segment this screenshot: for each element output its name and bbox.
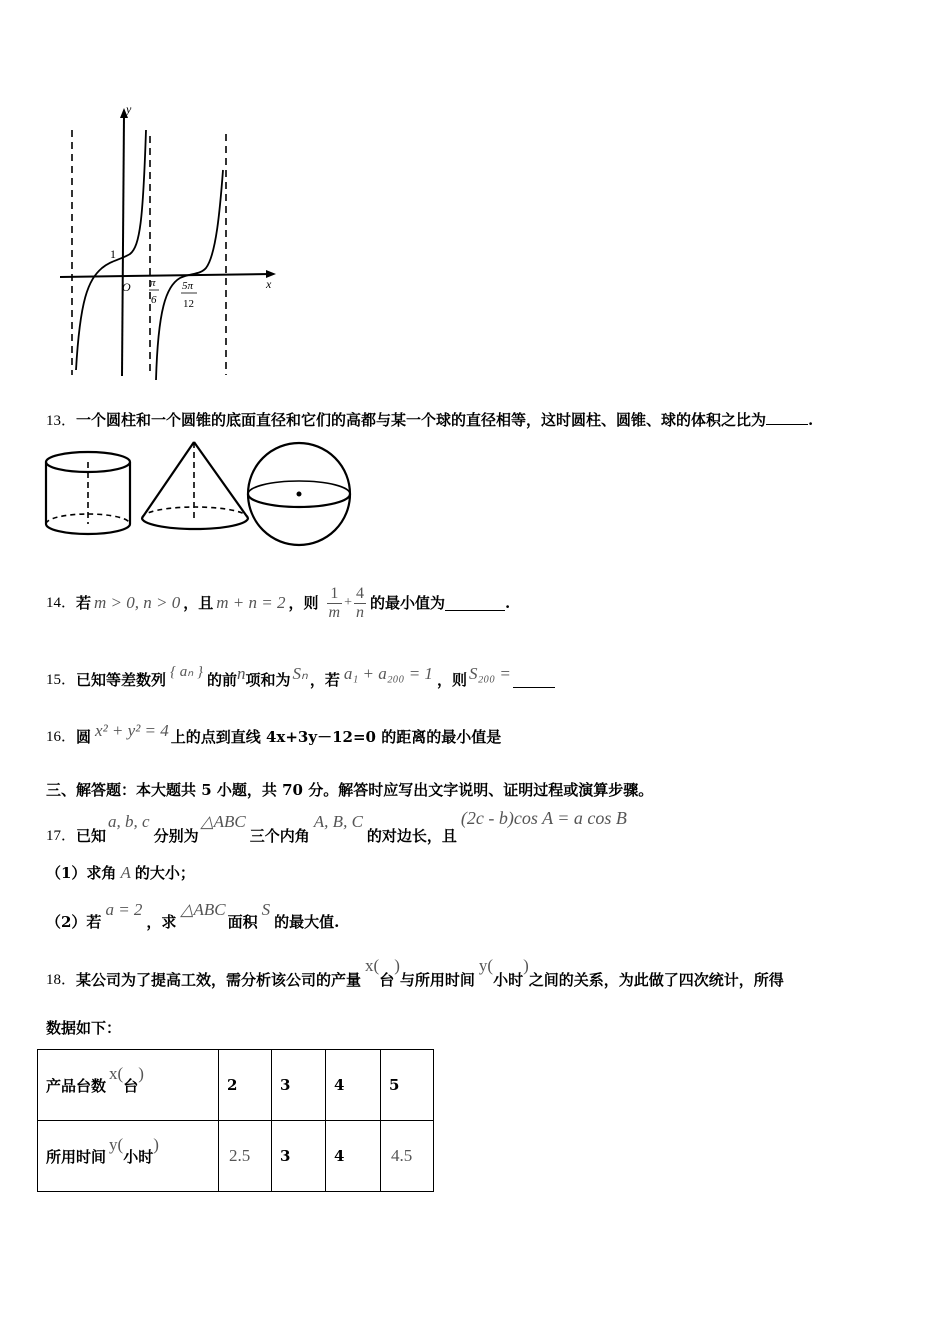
row1-var: x(	[109, 1063, 124, 1083]
question-15	[46, 665, 555, 695]
q15-t2: 的前	[207, 671, 238, 689]
cylinder	[46, 452, 130, 534]
cone	[142, 442, 248, 529]
q18-t1: 某公司为了提高工效，需分析该公司的产量	[76, 971, 362, 989]
q18-number: 18．	[46, 972, 77, 988]
table-cell: 3	[272, 1121, 326, 1192]
q17-p2-area: 面积	[227, 913, 258, 931]
table-cell: 3	[272, 1050, 326, 1121]
question-16	[46, 722, 501, 752]
q14-plus: +	[344, 595, 352, 610]
q17-p2-end: 的最大值.	[274, 913, 340, 931]
q16-number: 16．	[46, 729, 77, 745]
tick1-numerator: π	[150, 277, 156, 289]
q13-answer-blank[interactable]	[766, 410, 808, 425]
section-3-heading	[46, 780, 653, 800]
q15-t1: 已知等差数列	[76, 671, 167, 689]
q14-fraction-2	[354, 585, 366, 622]
q18-y-unit: 小时	[493, 971, 524, 989]
q15-t3: 项和为	[245, 671, 291, 689]
origin-label: O	[122, 280, 131, 294]
question-18	[46, 954, 784, 990]
q17-p2-condition: a = 2	[105, 900, 143, 919]
tick2-denominator: 12	[183, 298, 194, 310]
q14-frac2-den: n	[356, 603, 364, 621]
q14-condition-sum: m + n = 2	[216, 593, 286, 612]
data-table	[37, 1049, 434, 1192]
q17-p1-end: 的大小；	[134, 864, 195, 882]
q17-p2-S: S	[261, 900, 271, 919]
q15-sequence: { aₙ }	[170, 664, 204, 680]
q15-t5: ，则	[436, 671, 467, 689]
question-17	[46, 806, 627, 846]
q18-x-close: )	[394, 956, 400, 975]
q15-n: n	[237, 664, 246, 683]
q13-end: .	[808, 411, 814, 429]
table-cell: 4	[326, 1050, 381, 1121]
q14-condition-positive: m > 0, n > 0	[94, 593, 181, 612]
q15-condition: a₁ + a₂₀₀ = 1	[343, 664, 433, 683]
q17-p1-label: （1）求角	[46, 864, 117, 882]
q17-t2: 分别为	[153, 827, 199, 845]
q18-t3: 之间的关系，为此做了四次统计，所得	[528, 971, 784, 989]
q17-triangle: △ABC	[200, 812, 246, 831]
x-axis	[60, 274, 272, 277]
q16-t2: 上的点到直线 4x+3y－12=0 的距离的最小值是	[170, 728, 502, 746]
row1-label: 产品台数	[46, 1076, 107, 1095]
q14-mid: ，且	[183, 594, 214, 612]
q14-end: .	[505, 594, 511, 612]
table-cell: 4	[326, 1121, 381, 1192]
question-18-line-2	[46, 1018, 121, 1038]
row2-label: 所用时间	[46, 1147, 107, 1166]
q17-t1: 已知	[76, 827, 107, 845]
q17-p1-angle: A	[120, 863, 131, 882]
q18-t4: 数据如下：	[46, 1019, 122, 1037]
q17-abc: a, b, c	[108, 812, 150, 831]
tick2-numerator: 5π	[182, 280, 194, 292]
tangent-graph	[40, 100, 290, 385]
q18-x-var: x(	[365, 956, 380, 975]
y-axis-label: y	[126, 102, 132, 116]
q15-number: 15．	[46, 672, 77, 688]
q17-t3: 三个内角	[249, 827, 310, 845]
row2-close: )	[153, 1134, 159, 1154]
q15-answer-blank[interactable]	[513, 673, 555, 688]
q18-x-unit: 台	[379, 971, 395, 989]
row2-unit: 小时	[123, 1147, 154, 1166]
question-14	[46, 578, 510, 628]
table-row	[38, 1121, 434, 1192]
table-cell: 2.5	[219, 1121, 272, 1192]
table-cell: 4.5	[381, 1121, 434, 1192]
section-3-text: 三、解答题：本大题共 5 小题，共 70 分。解答时应写出文字说明、证明过程或演算步骤。	[46, 781, 654, 799]
q18-t2: 与所用时间	[399, 971, 475, 989]
q14-then: ，则	[288, 594, 319, 612]
row2-var: y(	[109, 1134, 124, 1154]
table-cell: 5	[381, 1050, 434, 1121]
question-13	[46, 410, 813, 431]
x-axis-label: x	[266, 277, 272, 291]
q16-circle-equation: x² + y² = 4	[95, 721, 169, 740]
q17-p2-triangle: △ABC	[180, 900, 226, 919]
q13-number: 13．	[46, 413, 77, 429]
row1-unit: 台	[123, 1076, 139, 1095]
row1-header	[38, 1050, 219, 1121]
q14-prefix: 若	[76, 594, 92, 612]
q17-equation: (2c - b)cos A = a cos B	[460, 808, 627, 828]
question-17-part-2	[46, 896, 339, 932]
q14-number: 14．	[46, 595, 77, 611]
q14-answer-blank[interactable]	[445, 596, 505, 611]
q18-y-var: y(	[478, 956, 494, 975]
q15-sum: Sₙ	[292, 664, 308, 683]
row2-header	[38, 1121, 219, 1192]
q16-t1: 圆	[76, 728, 92, 746]
table-row	[38, 1050, 434, 1121]
q14-suffix: 的最小值为	[370, 594, 446, 612]
solids-figure	[42, 438, 357, 550]
q18-y-close: )	[523, 956, 529, 975]
question-17-part-1	[46, 862, 195, 884]
q17-number: 17．	[46, 828, 77, 844]
row1-close: )	[138, 1063, 144, 1083]
q15-t4: ，若	[309, 671, 340, 689]
tick1-denominator: 6	[151, 294, 157, 306]
q14-fraction-1	[327, 585, 343, 622]
one-label: 1	[110, 247, 116, 261]
y-axis	[122, 114, 124, 376]
q14-frac2-num: 4	[356, 584, 364, 602]
q17-p2-label: （2）若	[46, 913, 102, 931]
q13-text: 一个圆柱和一个圆锥的底面直径和它们的高都与某一个球的直径相等，这时圆柱、圆锥、球的体积之比为	[76, 411, 767, 429]
q17-p2-mid: ，求	[146, 913, 177, 931]
sphere	[248, 443, 350, 545]
q14-frac1-num: 1	[327, 585, 343, 604]
q17-t4: 的对边长，且	[366, 827, 457, 845]
q15-s200: S₂₀₀ =	[468, 664, 511, 683]
q14-frac1-den: m	[328, 603, 341, 621]
q17-angles: A, B, C	[313, 812, 363, 831]
table-cell: 2	[219, 1050, 272, 1121]
